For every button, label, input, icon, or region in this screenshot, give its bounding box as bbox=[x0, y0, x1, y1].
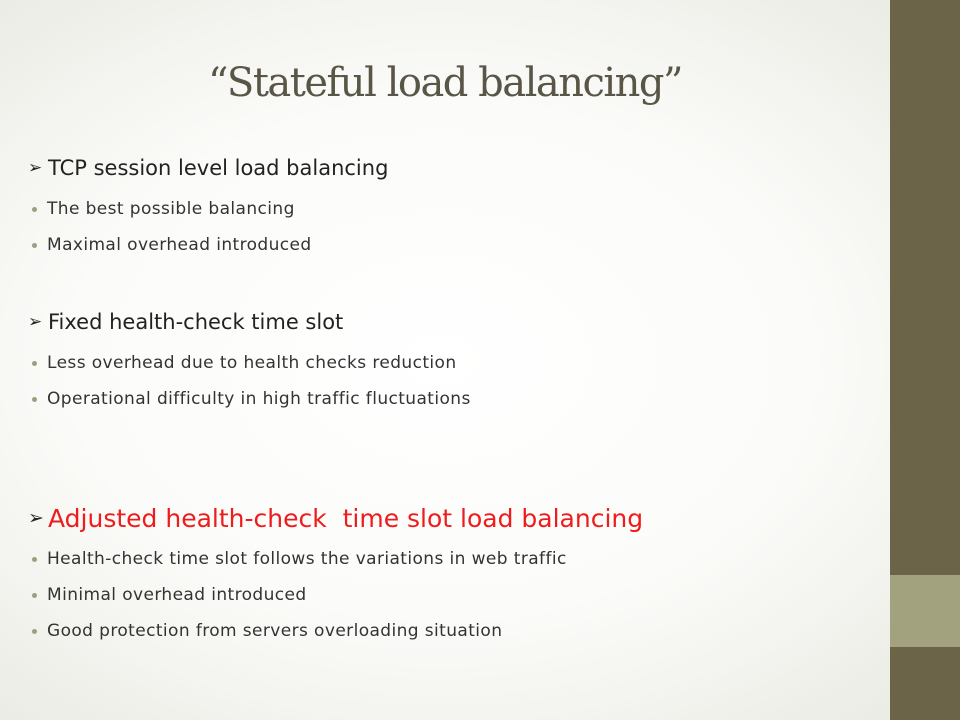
section-heading bbox=[28, 153, 878, 183]
decorative-sidebar bbox=[890, 0, 960, 720]
list-item-text: Operational difficulty in high traffic fluctuations bbox=[47, 389, 471, 409]
sidebar-band-dark-bottom bbox=[890, 647, 960, 720]
list-item-text: Maximal overhead introduced bbox=[47, 235, 312, 255]
list-item-text: Health-check time slot follows the variations in web traffic bbox=[47, 549, 567, 569]
list-item-text: Less overhead due to health checks reduction bbox=[47, 353, 457, 373]
section-heading bbox=[28, 307, 878, 337]
list-item bbox=[28, 541, 878, 577]
list-item bbox=[28, 227, 878, 263]
list-item-text: Minimal overhead introduced bbox=[47, 585, 307, 605]
list-item bbox=[28, 191, 878, 227]
list-item bbox=[28, 613, 878, 649]
section-heading-highlighted bbox=[28, 503, 878, 533]
list-item-text: Good protection from servers overloading situation bbox=[47, 621, 503, 641]
dot-bullet-icon bbox=[32, 397, 37, 402]
dot-bullet-icon bbox=[32, 629, 37, 634]
arrowhead-bullet-icon: ➢ bbox=[28, 158, 43, 178]
section-tcp-session bbox=[28, 153, 878, 263]
heading-text: Fixed health-check time slot bbox=[48, 310, 344, 334]
dot-bullet-icon bbox=[32, 243, 37, 248]
dot-bullet-icon bbox=[32, 593, 37, 598]
list-item bbox=[28, 577, 878, 613]
section-adjusted-health-check bbox=[28, 503, 878, 649]
dot-bullet-icon bbox=[32, 361, 37, 366]
sidebar-band-light bbox=[890, 575, 960, 647]
arrowhead-bullet-icon: ➢ bbox=[28, 507, 44, 529]
dot-bullet-icon bbox=[32, 207, 37, 212]
slide-title: “Stateful load balancing” bbox=[207, 60, 682, 106]
section-fixed-health-check bbox=[28, 307, 878, 417]
slide-content bbox=[28, 153, 878, 649]
list-item-text: The best possible balancing bbox=[47, 199, 295, 219]
heading-text: TCP session level load balancing bbox=[48, 156, 389, 180]
arrowhead-bullet-icon: ➢ bbox=[28, 312, 43, 332]
heading-text: Adjusted health-check time slot load balancing bbox=[48, 503, 644, 533]
list-item bbox=[28, 345, 878, 381]
sidebar-band-dark-top bbox=[890, 0, 960, 575]
list-item bbox=[28, 381, 878, 417]
dot-bullet-icon bbox=[32, 557, 37, 562]
